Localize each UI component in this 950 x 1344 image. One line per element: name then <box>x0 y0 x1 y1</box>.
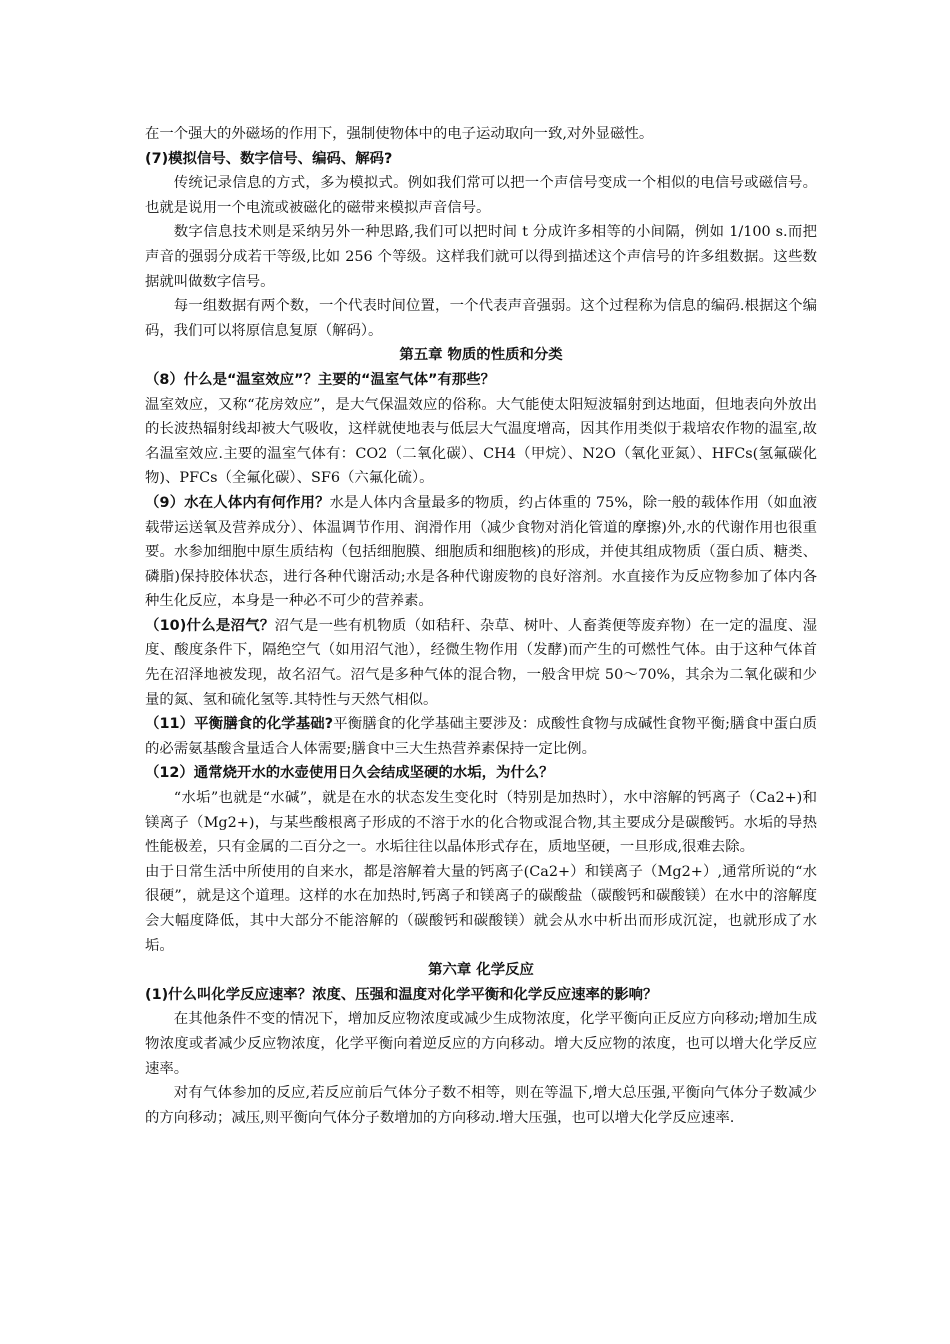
answer-text: 水是人体内含量最多的物质，约占体重的 75%，除一般的载体作用（如血液载带运送氧及营养成分）、体温调节作用、润滑作用（减少食物对消化管道的摩擦)外,水的代谢作用也很重要。水参加细胞中原生质结构（包括细胞膜、细胞质和细胞核)的形成，并使其组成物质（蛋白质、糖类、磷脂)保持胶体状态，进行各种代谢活动;水是各种代谢废物的良好溶剂。水直接作为反应物参加了体内各种生化反应，本身是一种必不可少的营养素。 <box>145 494 818 610</box>
question-label: （10)什么是沼气？ <box>145 617 275 634</box>
paragraph: 由于日常生活中所使用的自来水，都是溶解着大量的钙离子(Ca2+）和镁离子（Mg2+）,通常所说的“水很硬”，就是这个道理。这样的水在加热时,钙离子和镁离子的碳酸盐（碳酸钙和碳酸镁）在水中的溶解度会大幅度降低，其中大部分不能溶解的（碳酸钙和碳酸镁）就会从水中析出而形成沉淀，也就形成了水垢。 <box>145 863 817 954</box>
question-paragraph-10 <box>145 614 817 712</box>
paragraph: 数字信息技术则是采纳另外一种思路,我们可以把时间 t 分成许多相等的小间隔，例如 1/100 s.而把声音的强弱分成若干等级,比如 256 个等级。这样我们就可以得到描述这个声信号的许多组数据。这些数据就叫做数字信号。 <box>145 224 817 290</box>
question-heading-7: (7)模拟信号、数字信号、编码、解码? <box>145 150 393 167</box>
document-page <box>145 122 817 1130</box>
paragraph: “水垢”也就是“水碱”，就是在水的状态发生变化时（特别是加热时），水中溶解的钙离子（Ca2+)和镁离子（Mg2+)，与某些酸根离子形成的不溶于水的化合物或混合物,其主要成分是碳酸钙。水垢的导热性能极差，只有金属的二百分之一。水垢往往以晶体形式存在，质地坚硬，一旦形成,很难去除。 <box>145 790 817 856</box>
paragraph: 在其他条件不变的情况下，增加反应物浓度或减少生成物浓度，化学平衡向正反应方向移动;增加生成物浓度或者减少反应物浓度，化学平衡向着逆反应的方向移动。增大反应物的浓度，也可以增大化学反应速率。 <box>145 1011 817 1077</box>
question-label: （9）水在人体内有何作用？ <box>145 494 330 511</box>
answer-text: 沼气是一些有机物质（如秸秆、杂草、树叶、人畜粪便等废弃物）在一定的温度、湿度、酸度条件下，隔绝空气（如用沼气池），经微生物作用（发酵)而产生的可燃性气体。由于这种气体首先在沼泽地被发现，故名沼气。沼气是多种气体的混合物，一般含甲烷 50～70%，其余为二氧化碳和少量的氮、氢和硫化氢等.其特性与天然气相似。 <box>145 617 817 708</box>
answer-text: 平衡膳食的化学基础主要涉及：成酸性食物与成碱性食物平衡;膳食中蛋白质的必需氨基酸含量适合人体需要;膳食中三大生热营养素保持一定比例。 <box>145 716 818 757</box>
chapter-heading-5: 第五章 物质的性质和分类 <box>399 347 563 364</box>
paragraph: 对有气体参加的反应,若反应前后气体分子数不相等，则在等温下,增大总压强,平衡向气体分子数减少的方向移动；减压,则平衡向气体分子数增加的方向移动.增大压强，也可以增大化学反应速率. <box>145 1085 817 1126</box>
question-heading-12: （12）通常烧开水的水壶使用日久会结成坚硬的水垢，为什么？ <box>145 765 554 782</box>
paragraph: 在一个强大的外磁场的作用下，强制使物体中的电子运动取向一致,对外显磁性。 <box>145 126 654 142</box>
paragraph: 传统记录信息的方式，多为模拟式。例如我们常可以把一个声信号变成一个相似的电信号或磁信号。也就是说用一个电流或被磁化的磁带来模拟声音信号。 <box>145 175 817 216</box>
question-paragraph-9 <box>145 491 817 614</box>
paragraph: 温室效应，又称“花房效应”，是大气保温效应的俗称。大气能使太阳短波辐射到达地面，但地表向外放出的长波热辐射线却被大气吸收，这样就使地表与低层大气温度增高，因其作用类似于栽培农作物的温室,故名温室效应.主要的温室气体有：CO2（二氧化碳）、CH4（甲烷）、N2O（氧化亚氮）、HFCs(氢氟碳化物)、PFCs（全氟化碳）、SF6（六氟化硫）。 <box>145 396 817 487</box>
question-paragraph-11 <box>145 712 817 761</box>
paragraph: 每一组数据有两个数，一个代表时间位置，一个代表声音强弱。这个过程称为信息的编码.根据这个编码，我们可以将原信息复原（解码）。 <box>145 298 817 339</box>
chapter-heading-6: 第六章 化学反应 <box>428 962 534 979</box>
question-label: （11）平衡膳食的化学基础? <box>145 716 334 733</box>
question-heading-8: （8）什么是“温室效应”？主要的“温室气体”有那些？ <box>145 371 496 388</box>
question-heading-1: (1)什么叫化学反应速率？浓度、压强和温度对化学平衡和化学反应速率的影响？ <box>145 986 658 1003</box>
